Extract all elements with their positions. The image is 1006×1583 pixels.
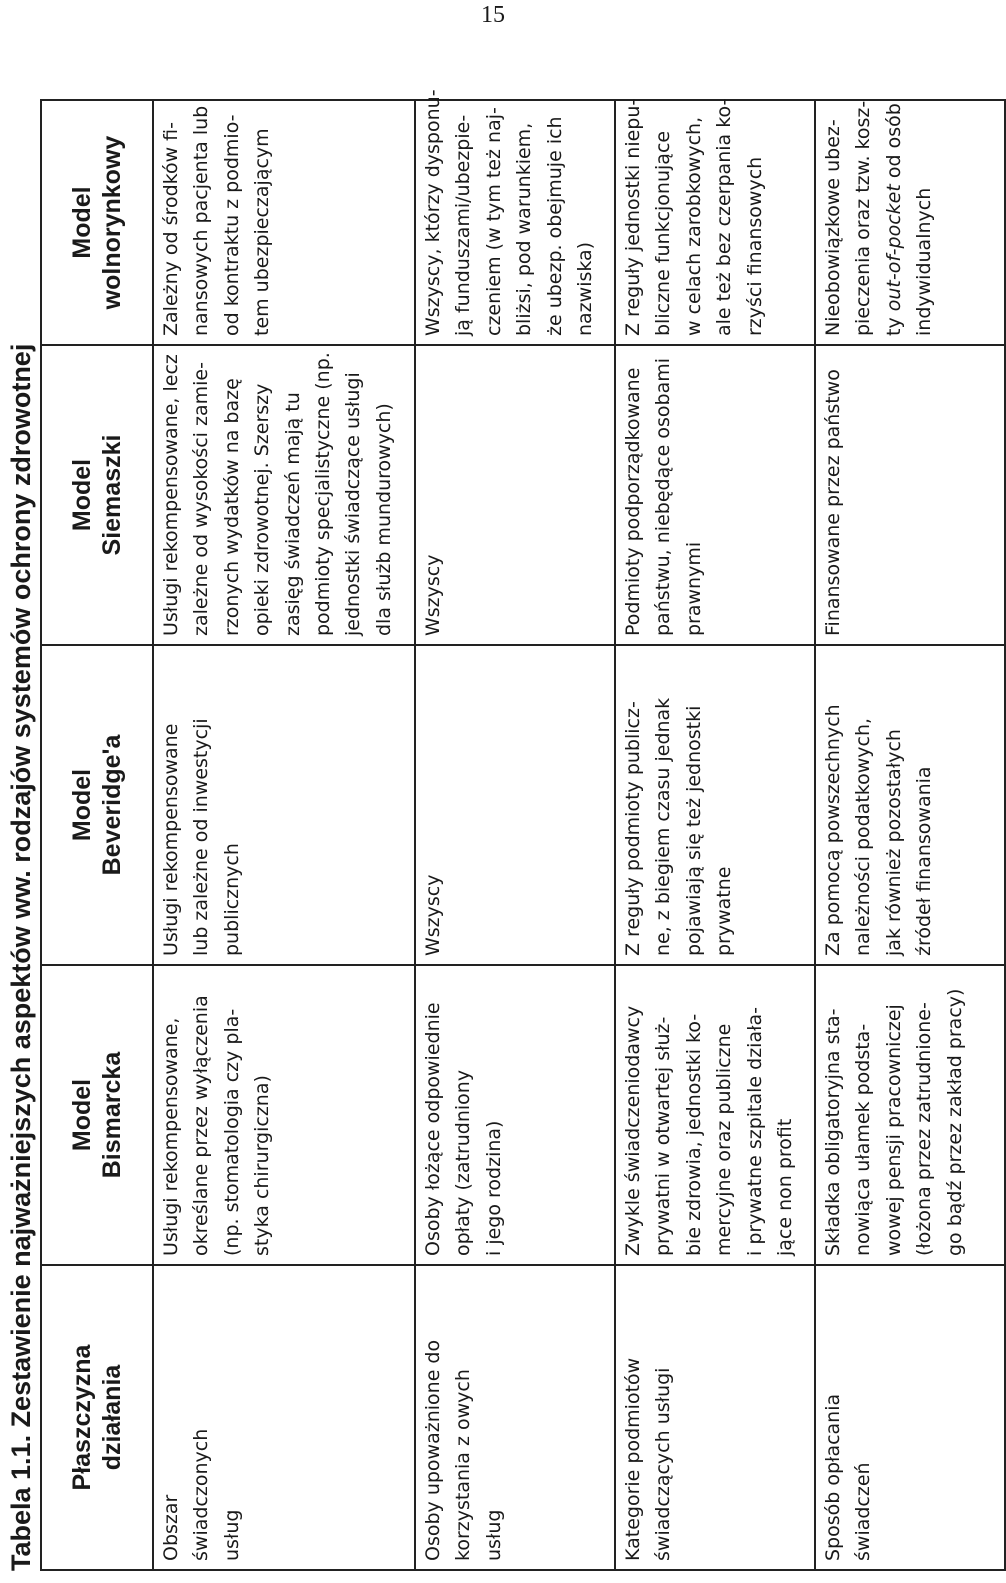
cell-line: Sposób opłacania (822, 1393, 844, 1561)
table-cell (815, 1265, 1005, 1570)
cell-line: (np. stomatologia czy pla- (220, 1008, 243, 1256)
cell-line: Usługi rekompensowane, (160, 1017, 182, 1256)
cell-line: jednostki świadczące usługi (342, 372, 365, 636)
cell-line: podmioty specjalistyczne (np. (311, 352, 334, 636)
rotated-page-content (0, 89, 966, 1583)
cell-line: bliczne funkcjonujące (652, 130, 675, 336)
header-siemaszko: Model Siemaszki (41, 345, 153, 645)
table-cell (415, 345, 615, 645)
cell-line: Z reguły podmioty publicz- (622, 701, 644, 956)
cell-line: i prywatne szpitale działa- (743, 1006, 766, 1256)
cell-line: ją funduszami/ubezpie- (452, 114, 475, 336)
table-cell (415, 965, 615, 1265)
table-caption: Tabela 1.1. Zestawienie najważniejszych aspektów ww. rodzajów systemów ochrony zdrowotnej (6, 343, 36, 1571)
table-cell (153, 345, 415, 645)
cell-line: nansowych pacjenta lub (190, 105, 213, 336)
table-cell (415, 1265, 615, 1570)
cell-line: opłaty (zatrudniony (452, 1069, 475, 1256)
cell-line: bie zdrowia, jednostki ko- (682, 1013, 705, 1256)
cell-line: Zwykle świadczeniodawcy (622, 1005, 644, 1256)
header-area: Płaszczyzna działania (41, 1265, 153, 1570)
cell-line: usług (482, 1509, 505, 1561)
table-cell (153, 100, 415, 345)
row-provider-categories (615, 100, 815, 1570)
cell-line: ty out-of-pocket od osób (882, 103, 905, 336)
cell-line: ne, z biegiem czasu jednak (652, 697, 675, 956)
cell-line: tem ubezpieczającym (251, 128, 274, 336)
table-cell (615, 100, 815, 345)
cell-line: świadczonych (190, 1428, 213, 1561)
cell-line: zasięg świadczeń mają tu (281, 392, 304, 636)
cell-line: korzystania z owych (452, 1369, 475, 1561)
cell-line: dla służb mundurowych) (372, 403, 395, 636)
cell-line: Składka obligatoryjna sta- (822, 1008, 844, 1256)
cell-line: pieczenia oraz tzw. kosz- (852, 100, 875, 336)
cell-line: styka chirurgiczna) (251, 1075, 274, 1256)
header-beveridge: Model Beveridge'a (41, 645, 153, 965)
cell-line: prywatni w otwartej służ- (652, 1016, 675, 1256)
table-cell (415, 89, 615, 345)
cell-line: i jego rodzina) (482, 1120, 505, 1256)
header-row (41, 100, 153, 1570)
table-cell (615, 1265, 815, 1570)
cell-line: czeniem (w tym też naj- (482, 107, 505, 336)
cell-line: wowej pensji pracowniczej (882, 1004, 905, 1256)
cell-line: należności podatkowych, (852, 717, 875, 956)
cell-line: świadczących usługi (652, 1367, 675, 1561)
cell-line: Usługi rekompensowane (160, 723, 182, 956)
cell-line: go bądź przez zakład pracy) (943, 988, 966, 1256)
cell-line: świadczeń (852, 1462, 875, 1561)
cell-line: że ubezp. obejmuje ich (543, 116, 566, 336)
table-cell (153, 965, 415, 1265)
table-cell (815, 345, 1005, 645)
cell-line: usług (220, 1509, 243, 1561)
cell-line: Podmioty podporządkowane (622, 367, 644, 636)
comparison-table (40, 89, 1006, 1571)
table-cell (153, 645, 415, 965)
cell-line: nowiąca ułamek podsta- (852, 1023, 875, 1256)
row-eligible-persons (415, 100, 615, 1570)
cell-line: Wszyscy (422, 874, 444, 956)
table-cell (615, 345, 815, 645)
cell-line: mercyjne oraz publiczne (713, 1023, 736, 1256)
cell-line: nazwiska) (573, 241, 596, 336)
table-cell (815, 100, 1005, 345)
cell-line: Osoby łożące odpowiednie (422, 1002, 444, 1256)
cell-line: określane przez wyłączenia (190, 995, 213, 1256)
table-cell (815, 965, 1005, 1265)
cell-line: jak również pozostałych (882, 729, 905, 956)
cell-line: Za pomocą powszechnych (822, 704, 844, 956)
cell-line: pojawiają się też jednostki (682, 705, 705, 956)
cell-line: rzonych wydatków na bazę (220, 378, 243, 636)
table-cell (615, 965, 815, 1265)
cell-line: Osoby upoważnione do (422, 1339, 444, 1561)
cell-line: Z reguły jednostki niepu- (622, 98, 644, 336)
header-free-market: Model wolnorynkowy (41, 100, 153, 345)
row-payment-method (815, 100, 1005, 1570)
cell-line: prywatne (713, 866, 736, 956)
table-cell (615, 645, 815, 965)
cell-line: bliżsi, pod warunkiem, (513, 122, 536, 336)
cell-line: źródeł finansowania (913, 766, 936, 956)
table-cell (153, 1265, 415, 1570)
cell-line: Nieobowiązkowe ubez- (822, 119, 844, 336)
page-number: 15 (481, 2, 505, 28)
cell-line: Usługi rekompensowane, lecz (160, 354, 182, 636)
cell-line: lub zależne od inwestycji (190, 718, 213, 956)
cell-line: jące non profit (773, 1118, 796, 1256)
cell-line: zależne od wysokości zamie- (190, 362, 213, 636)
cell-line: Obszar (160, 1494, 182, 1561)
cell-line: w celach zarobkowych, (682, 116, 705, 336)
cell-line: Finansowane przez państwo (822, 369, 844, 636)
cell-line: od kontraktu z podmio- (220, 114, 243, 336)
header-bismarck: Model Bismarcka (41, 965, 153, 1265)
cell-line: Kategorie podmiotów (622, 1357, 644, 1561)
cell-line: opieki zdrowotnej. Szerszy (251, 383, 274, 636)
cell-line: rzyści finansowych (743, 156, 766, 336)
row-scope-of-services (153, 100, 415, 1570)
cell-line: indywidualnych (913, 187, 936, 336)
cell-line: Zależny od środków fi- (160, 122, 182, 336)
cell-line: (łożona przez zatrudnione- (913, 1002, 936, 1256)
cell-line: Wszyscy (422, 554, 444, 636)
cell-line: publicznych (220, 843, 243, 956)
table-cell (815, 645, 1005, 965)
cell-line: prawnymi (682, 541, 705, 636)
cell-line: Wszyscy, którzy dysponu- (422, 89, 444, 336)
cell-line: ale też bez czerpania ko- (713, 98, 736, 336)
cell-line: państwu, niebędące osobami (652, 357, 675, 636)
table-cell (415, 645, 615, 965)
